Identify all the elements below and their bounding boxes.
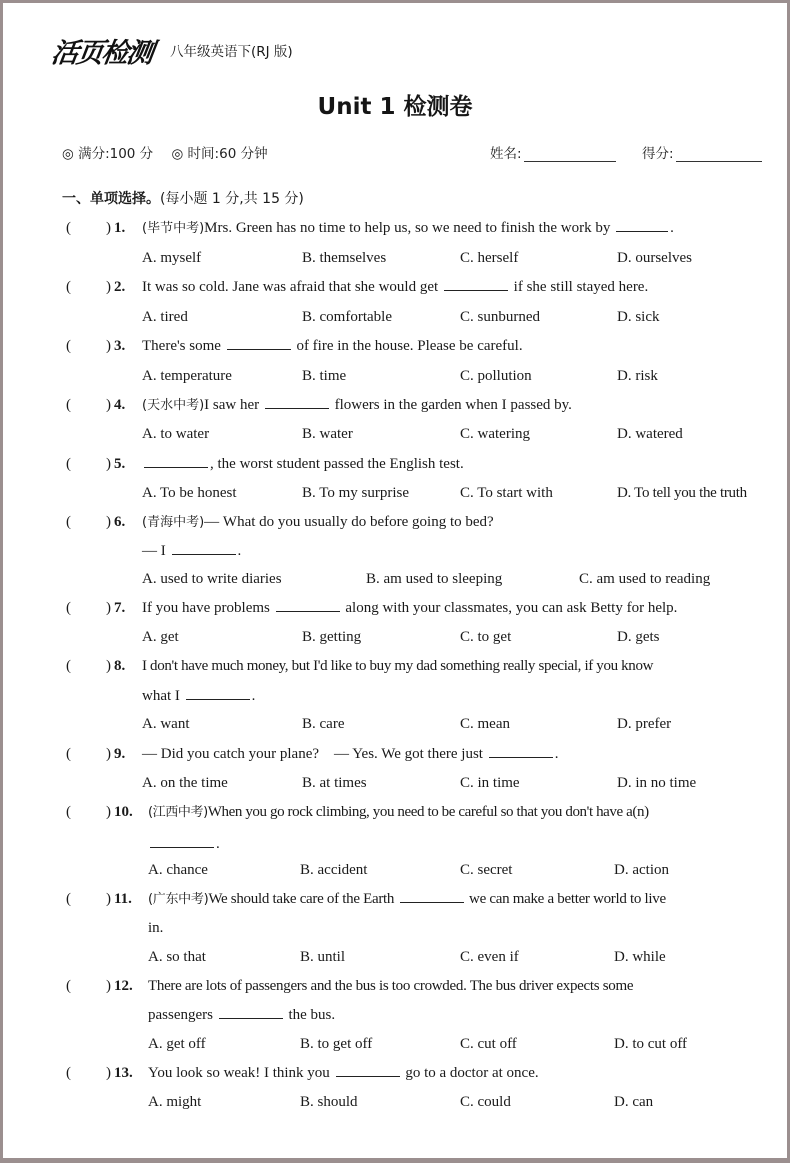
question-number: 2.: [114, 279, 126, 295]
stem-after: .: [670, 220, 674, 236]
question-6: [62, 510, 777, 534]
stem-line2-before: in.: [148, 920, 164, 936]
question-source: (毕节中考): [142, 221, 205, 236]
answer-slot-open[interactable]: (: [66, 1065, 71, 1081]
option-a[interactable]: A. tired: [142, 309, 188, 325]
options-4: [142, 422, 782, 446]
options-7: [142, 625, 782, 649]
answer-blank[interactable]: [616, 216, 668, 232]
option-d[interactable]: D. To tell you the truth: [617, 485, 747, 501]
option-c[interactable]: C. sunburned: [460, 309, 540, 325]
option-a[interactable]: A. used to write diaries: [142, 571, 282, 587]
answer-slot-open[interactable]: (: [66, 891, 71, 907]
question-1: [62, 216, 777, 240]
answer-blank[interactable]: [489, 742, 553, 758]
option-c[interactable]: C. mean: [460, 716, 510, 732]
question-text: [148, 1061, 539, 1085]
answer-slot-close: ): [106, 514, 111, 530]
answer-slot-open[interactable]: (: [66, 658, 71, 674]
question-13: [62, 1061, 777, 1085]
question-text: [142, 393, 572, 418]
question-text: [142, 742, 558, 766]
question-number: 1.: [114, 220, 126, 236]
page-title: Unit 1 检测卷: [317, 94, 473, 120]
stem-before: — Did you catch your plane? — Yes. We got there just: [142, 746, 483, 762]
stem-line2-before: what I: [142, 688, 180, 704]
stem-after: .: [554, 746, 559, 762]
stem-after: if she still stayed here.: [513, 279, 649, 295]
option-b[interactable]: B. at times: [302, 775, 367, 791]
stem-before: You look so weak! I think you: [148, 1065, 330, 1081]
question-text: [142, 510, 494, 535]
exam-info: [62, 142, 282, 162]
option-b[interactable]: B. am used to sleeping: [366, 571, 503, 587]
score-blank[interactable]: [676, 149, 762, 162]
question-number: 3.: [114, 338, 126, 354]
answer-blank[interactable]: [444, 275, 508, 291]
answer-slot-close: ): [106, 746, 111, 762]
stem-line2-before: — I: [142, 543, 166, 559]
question-7: [62, 596, 777, 620]
stem-line2-after: the bus.: [288, 1007, 336, 1023]
option-c[interactable]: C. herself: [460, 250, 519, 266]
stem-line2-before: passengers: [148, 1007, 213, 1023]
option-c[interactable]: C. to get: [460, 629, 512, 645]
stem-after: of fire in the house. Please be careful.: [296, 338, 523, 354]
answer-slot-open[interactable]: (: [66, 338, 71, 354]
option-a[interactable]: A. get off: [148, 1036, 206, 1052]
options-8: [142, 712, 782, 736]
stem-before: We should take care of the Earth: [208, 891, 395, 907]
question-number: 4.: [114, 397, 126, 413]
question-text: [142, 334, 523, 358]
answer-slot-close: ): [106, 456, 111, 472]
options-6: [142, 567, 782, 591]
question-text: [142, 216, 674, 241]
brand-logo: 活页检测: [49, 37, 154, 69]
answer-slot-open[interactable]: (: [66, 220, 71, 236]
option-a[interactable]: A. chance: [148, 862, 208, 878]
score-field[interactable]: [642, 142, 762, 162]
answer-slot-close: ): [106, 397, 111, 413]
options-2: [142, 305, 782, 329]
option-d[interactable]: D. in no time: [617, 775, 697, 791]
stem-before: Mrs. Green has no time to help us, so we need to finish the work by: [204, 220, 611, 236]
stem-line2-after: .: [216, 836, 220, 852]
answer-slot-close: ): [106, 891, 111, 907]
answer-slot-open[interactable]: (: [66, 279, 71, 295]
answer-blank[interactable]: [172, 539, 236, 555]
option-b[interactable]: B. comfortable: [302, 309, 392, 325]
option-a[interactable]: A. get: [142, 629, 179, 645]
question-text: [148, 887, 666, 912]
option-d[interactable]: D. gets: [617, 629, 660, 645]
option-b[interactable]: B. getting: [302, 629, 362, 645]
question-text: [142, 596, 677, 620]
option-d[interactable]: D. can: [614, 1094, 654, 1110]
option-b[interactable]: B. to get off: [300, 1036, 373, 1052]
option-c[interactable]: C. To start with: [460, 485, 553, 501]
answer-blank[interactable]: [150, 832, 214, 848]
option-c[interactable]: C. could: [460, 1094, 511, 1110]
options-10: [148, 858, 788, 882]
options-9: [142, 771, 782, 795]
option-c[interactable]: C. even if: [460, 949, 519, 965]
question-4: [62, 393, 777, 417]
options-11: [148, 945, 788, 969]
question-number: 6.: [114, 514, 126, 530]
question-number: 11.: [114, 891, 132, 907]
option-c[interactable]: C. am used to reading: [579, 571, 711, 587]
answer-slot-close: ): [106, 804, 111, 820]
time-limit: ◎ 时间:60 分钟: [171, 146, 268, 162]
option-c[interactable]: C. secret: [460, 862, 513, 878]
question-2: [62, 275, 777, 299]
question-source: (天水中考): [142, 398, 205, 413]
answer-slot-open[interactable]: (: [66, 804, 71, 820]
option-b[interactable]: B. To my surprise: [302, 485, 410, 501]
question-8: [62, 654, 777, 678]
stem-line2-after: .: [237, 543, 242, 559]
option-d[interactable]: D. prefer: [617, 716, 672, 732]
option-b[interactable]: B. water: [302, 426, 353, 442]
option-b[interactable]: B. until: [300, 949, 346, 965]
option-c[interactable]: C. in time: [460, 775, 520, 791]
options-13: [148, 1090, 788, 1114]
exam-meta: [62, 142, 782, 166]
answer-slot-close: ): [106, 600, 111, 616]
options-3: [142, 364, 782, 388]
section-note: (每小题 1 分,共 15 分): [160, 191, 304, 207]
option-d[interactable]: D. sick: [617, 309, 660, 325]
answer-blank[interactable]: [144, 452, 208, 468]
page-header: [49, 30, 293, 70]
stem-before: I don't have much money, but I'd like to buy my dad something really special, if you know: [142, 658, 654, 674]
option-b[interactable]: B. themselves: [302, 250, 387, 266]
options-12: [148, 1032, 788, 1056]
option-b[interactable]: B. accident: [300, 862, 368, 878]
question-source: (广东中考): [148, 892, 209, 907]
answer-slot-open[interactable]: (: [66, 456, 71, 472]
question-number: 9.: [114, 746, 126, 762]
question-source: (青海中考): [142, 515, 205, 530]
option-d[interactable]: D. to cut off: [614, 1036, 688, 1052]
stem-after: we can make a better world to live: [469, 891, 666, 907]
answer-slot-close: ): [106, 978, 111, 994]
option-b[interactable]: B. time: [302, 368, 347, 384]
answer-blank[interactable]: [186, 684, 250, 700]
answer-slot-open[interactable]: (: [66, 978, 71, 994]
full-score: ◎ 满分:100 分: [62, 146, 154, 162]
question-3: [62, 334, 777, 358]
question-11: [62, 887, 777, 911]
option-d[interactable]: D. watered: [617, 426, 683, 442]
answer-blank[interactable]: [265, 393, 329, 409]
section-number: 一、: [62, 191, 90, 207]
option-a[interactable]: A. so that: [148, 949, 206, 965]
stem-after: along with your classmates, you can ask Betty for help.: [345, 600, 678, 616]
stem-before: If you have problems: [142, 600, 270, 616]
question-text: [148, 800, 649, 825]
option-b[interactable]: B. care: [302, 716, 345, 732]
name-field[interactable]: [490, 142, 616, 162]
question-number: 5.: [114, 456, 126, 472]
answer-slot-open[interactable]: (: [66, 397, 71, 413]
answer-blank[interactable]: [276, 596, 340, 612]
option-d[interactable]: D. risk: [617, 368, 658, 384]
question-text: [148, 974, 633, 998]
answer-blank[interactable]: [400, 887, 464, 903]
option-a[interactable]: A. might: [148, 1094, 202, 1110]
question-10-line-2: [148, 832, 778, 856]
stem-after: flowers in the garden when I passed by.: [334, 397, 572, 413]
question-number: 10.: [114, 804, 133, 820]
answer-slot-open[interactable]: (: [66, 600, 71, 616]
answer-blank[interactable]: [227, 334, 291, 350]
answer-slot-close: ): [106, 279, 111, 295]
option-a[interactable]: A. temperature: [142, 368, 232, 384]
name-label: 姓名:: [490, 146, 522, 162]
answer-slot-close: ): [106, 220, 111, 236]
option-c[interactable]: C. cut off: [460, 1036, 517, 1052]
stem-before: When you go rock climbing, you need to be careful so that you don't have a(n): [207, 804, 649, 820]
stem-before: I saw her: [204, 397, 260, 413]
options-1: [142, 246, 782, 270]
question-source: (江西中考): [148, 805, 208, 820]
answer-slot-close: ): [106, 1065, 111, 1081]
option-b[interactable]: B. should: [300, 1094, 358, 1110]
question-12-line-2: [148, 1003, 778, 1027]
question-number: 7.: [114, 600, 126, 616]
question-5: [62, 452, 777, 476]
stem-after: go to a doctor at once.: [405, 1065, 539, 1081]
question-number: 8.: [114, 658, 126, 674]
name-blank[interactable]: [524, 149, 616, 162]
answer-blank[interactable]: [336, 1061, 400, 1077]
question-text: [142, 275, 648, 299]
question-text: [142, 452, 464, 476]
question-number: 12.: [114, 978, 133, 994]
section-title: 单项选择。: [90, 191, 160, 207]
stem-before: There are lots of passengers and the bus is too crowded. The bus driver expects some: [148, 978, 634, 994]
stem-line2-after: .: [251, 688, 256, 704]
question-12: [62, 974, 777, 998]
question-6-line-2: [142, 539, 772, 563]
question-8-line-2: [142, 684, 772, 708]
question-11-line-2: [148, 916, 778, 940]
answer-slot-close: ): [106, 658, 111, 674]
question-text: [142, 654, 653, 678]
stem-after: , the worst student passed the English test.: [210, 456, 464, 472]
option-a[interactable]: A. To be honest: [142, 485, 237, 501]
subject-label: 八年级英语下(RJ 版): [170, 44, 293, 60]
stem-before: There's some: [142, 338, 221, 354]
answer-blank[interactable]: [219, 1003, 283, 1019]
option-c[interactable]: C. watering: [460, 426, 530, 442]
answer-slot-open[interactable]: (: [66, 514, 71, 530]
question-number: 13.: [114, 1065, 133, 1081]
answer-slot-open[interactable]: (: [66, 746, 71, 762]
option-d[interactable]: D. ourselves: [617, 250, 692, 266]
option-d[interactable]: D. action: [614, 862, 669, 878]
answer-slot-close: ): [106, 338, 111, 354]
stem-before: It was so cold. Jane was afraid that she would get: [142, 279, 439, 295]
option-a[interactable]: A. on the time: [142, 775, 228, 791]
option-a[interactable]: A. want: [142, 716, 190, 732]
score-label: 得分:: [642, 146, 674, 162]
option-c[interactable]: C. pollution: [460, 368, 532, 384]
question-10: [62, 800, 777, 824]
section-heading: [62, 188, 304, 208]
option-d[interactable]: D. while: [614, 949, 666, 965]
option-a[interactable]: A. myself: [142, 250, 202, 266]
option-a[interactable]: A. to water: [142, 426, 210, 442]
question-9: [62, 742, 777, 766]
options-5: [142, 481, 782, 505]
stem-before: — What do you usually do before going to bed?: [204, 514, 494, 530]
